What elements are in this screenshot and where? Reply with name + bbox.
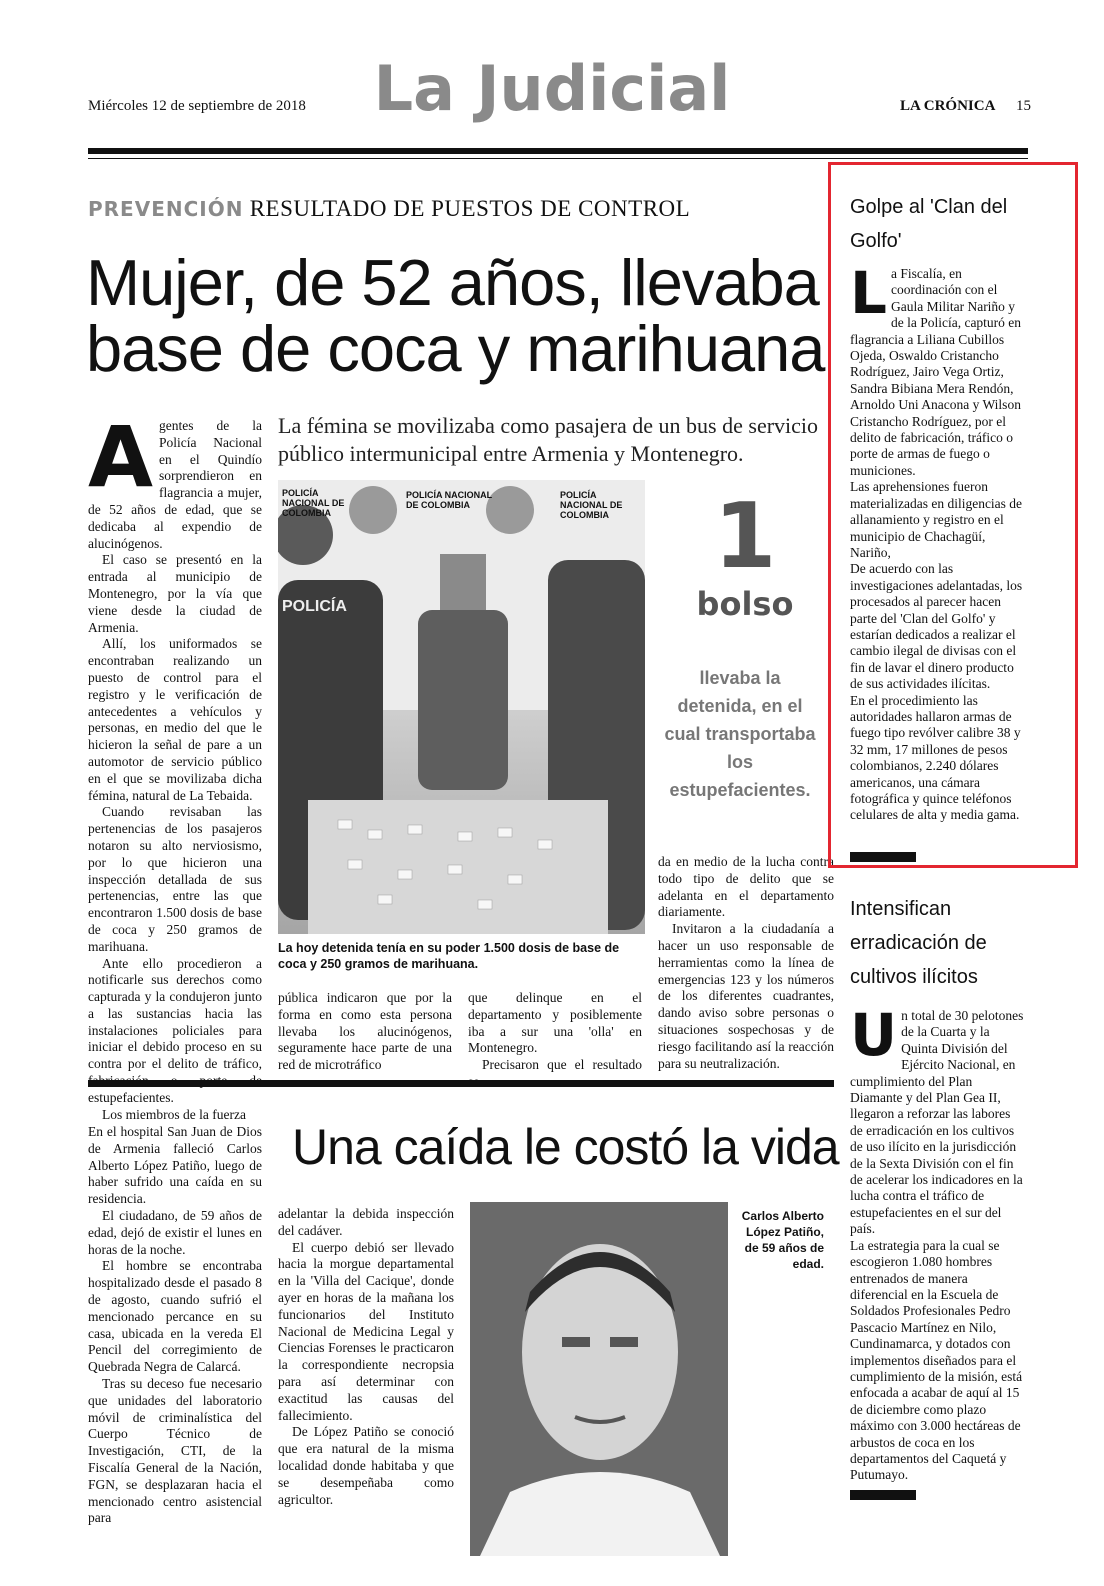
- story-column-3: [468, 990, 642, 1091]
- portrait-caption: Carlos Alberto López Patiño, de 59 años de edad.: [741, 1209, 824, 1271]
- drop-cap: L: [850, 259, 887, 327]
- story-deck: La fémina se movilizaba como pasajera de un bus de servicio público intermunicipal entre Armenia y Montenegro.: [278, 413, 819, 466]
- paragraph: Tras su deceso fue necesario que unidades del laboratorio móvil de criminalística del Cuerpo Técnico de Investigación, CTI, de la Fiscalía General de la Nación, FGN, se desplazaran hacia el mencionado centro asistencial para: [88, 1375, 262, 1526]
- story-column-1: [88, 408, 262, 1123]
- sidebar1-body: [850, 259, 1026, 824]
- sidebar2-title: Intensifican erradicación de cultivos ilícitos: [850, 898, 987, 988]
- story2-column-2: [278, 1206, 454, 1508]
- paragraph: Cuando revisaban las pertenencias de los pasajeros notaron su alto nerviosismo, por lo que hicieron una inspección detallada de sus pertenencias, entre las que encontraron 1.500 dosis de base de coca y 250 gramos de marihuana.: [88, 804, 262, 954]
- paragraph: que delinque en el departamento y posiblemente iba a sur una 'olla' en Montenegro.: [468, 990, 642, 1056]
- paragraph: El hombre se encontraba hospitalizado desde el pasado 8 de agosto, cuando sufrió el mencionado percance en su casa, ubicada en la vereda El Pencil del corregimiento de Quebrada Negra de Calarcá.: [88, 1258, 262, 1375]
- paragraph: a Fiscalía, en coordinación con el Gaula Militar Nariño y de la Policía, capturó en flagrancia a Liliana Cubillos Ojeda, Oswaldo Cristancho Rodríguez, Jairo Vega Ortiz, Sandra Bibiana Mera Rendón, Arnoldo Uni Anacona y Wilson Cristancho Rodríguez, por el delito de fabricación, tráfico o porte de armas de fuego o municiones.: [850, 266, 1022, 478]
- drop-cap: A: [88, 408, 154, 506]
- paragraph: La estrategia para la cual se escogieron 1.080 hombres entrenados de manera diferencial en la Escuela de Soldados Profesionales Pedro Pascacio Martínez en Nilo, Cundinamarca, y dotados con implementos diseñados para el cumplimiento de la misión, está enfocada a acabar de aquí al 15 de diciembre como plazo máximo con 3.000 hectáreas de arbustos de coca en los departamentos del Caquetá y Putumayo.: [850, 1237, 1023, 1483]
- paragraph: Invitaron a la ciudadanía a hacer un uso responsable de herramientas como la línea de emergencias 123 y los números de los diferentes cuadrantes, dando aviso sobre personas o situaciones sospechosas y de riesgo facilitando así la reacción para su neutralización.: [658, 921, 834, 1071]
- paragraph: Precisaron que el resultado: [482, 1057, 642, 1073]
- issue-date: Miércoles 12 de septiembre de 2018: [88, 98, 306, 114]
- story2-headline: Una caída le costó la vida: [292, 1119, 839, 1175]
- paragraph: De López Patiño se conoció que era natural de la misma localidad donde habitaba y que se desempeñaba como agricultor.: [278, 1424, 454, 1507]
- paragraph: n total de 30 pelotones de la Cuarta y la Quinta División del Ejército Nacional, en cumplimiento del Plan Diamante y del Plan Gea II, llegaron a reforzar las labores de erradicación en los cultivos de uso ilícito en la jurisdicción de la Sexta División con el fin de acelerar los indicadores en la lucha contra el tráfico de estupefacientes en el sur del país.: [850, 1008, 1024, 1237]
- story-headline: Mujer, de 52 años, llevaba base de coca y marihuana: [86, 246, 825, 385]
- paragraph: Las aprehensiones fueron materializadas en diligencias de allanamiento y registro en el municipio de Chachagüí, Nariño,: [850, 479, 1023, 560]
- portrait-photo: [470, 1202, 728, 1556]
- photo-vest-text: POLICÍA: [282, 598, 347, 615]
- sidebar2-body: [850, 1001, 1026, 1484]
- stat-number: 1: [713, 484, 777, 589]
- story2-column-1: [88, 1124, 262, 1527]
- paragraph: pública indicaron que por la forma en como esta persona llevaba los alucinógenos, seguramente hace parte de una red de microtráfico: [278, 990, 452, 1073]
- paragraph: En el hospital San Juan de Dios de Armenia falleció Carlos Alberto López Patiño, luego de haber sufrido una caída en su residencia.: [88, 1124, 262, 1207]
- page-number: 15: [1016, 98, 1031, 114]
- paragraph: gentes de la Policía Nacional en el Quindío sorprendieron en flagrancia a mujer, de 52 años de edad, que se dedicaba al expendio de alucinógenos.: [88, 418, 262, 551]
- newspaper-name: LA CRÓNICA: [900, 98, 996, 114]
- end-bar: [850, 1490, 916, 1500]
- photo-banner-text: POLICÍA NACIONAL DE COLOMBIA: [406, 490, 493, 510]
- paragraph: El caso se presentó en la entrada al municipio de Montenegro, por la vía que viene desde la ciudad de Armenia.: [88, 552, 262, 635]
- header-rule: [88, 148, 1028, 154]
- kicker-text: RESULTADO DE PUESTOS DE CONTROL: [249, 196, 691, 221]
- story-column-4: [658, 854, 834, 1072]
- paragraph: En el procedimiento las autoridades hallaron armas de fuego tipo revólver calibre 38 y 32 mm, 17 millones de pesos colombianos, 2.240 dólares americanos, una cámara fotográfica y quince teléfonos celulares de alta y media gama.: [850, 692, 1021, 823]
- paragraph: De acuerdo con las investigaciones adelantadas, los procesados al parecer hacen parte del 'Clan del Golfo' y estarían dedicados a realizar el cambio ilegal de divisas con el fin de lavar el dinero producto de sus actividades ilícitas.: [850, 561, 1023, 692]
- arrest-photo-image: [278, 480, 645, 934]
- paragraph: El cuerpo debió ser llevado hacia la morgue departamental en la 'Villa del Cacique', donde ayer en horas de la mañana los funcionarios del Instituto Nacional de Medicina Legal y Ciencias Forenses le practicaron la correspondiente necropsia para así determinar con exactitud las causas del fallecimiento.: [278, 1239, 454, 1423]
- stat-unit: bolso: [696, 585, 794, 623]
- photo-banner-text: POLICÍA NACIONAL DE COLOMBIA: [282, 488, 345, 518]
- portrait-image: [470, 1202, 728, 1556]
- section-rule: [88, 1080, 834, 1087]
- photo-caption: La hoy detenida tenía en su poder 1.500 dosis de base de coca y 250 gramos de marihuana.: [278, 941, 620, 971]
- section-title: La Judicial: [373, 52, 731, 125]
- paragraph: Los miembros de la fuerza: [102, 1106, 246, 1122]
- paragraph: El ciudadano, de 59 años de edad, dejó de existir el lunes en horas de la noche.: [88, 1207, 262, 1257]
- story-kicker: [88, 196, 690, 222]
- photo-banner-text: POLICÍA NACIONAL DE COLOMBIA: [560, 490, 623, 520]
- drop-cap: U: [850, 1001, 898, 1069]
- paragraph: Ante ello procedieron a notificarle sus derechos como capturada y la condujeron junto a las sustancias hacia las instalaciones policiales para iniciar el debido proceso en su contra por el delito de tráfico, estupefacientes.: [88, 955, 262, 1105]
- stat-text: llevaba la detenida, en el cual transportaba los estupefacientes.: [664, 668, 816, 800]
- arrest-photo: [278, 480, 645, 934]
- end-bar: [850, 852, 916, 862]
- kicker-label: PREVENCIÓN: [88, 197, 244, 221]
- paragraph: adelantar la debida inspección del cadáver.: [278, 1206, 454, 1238]
- sidebar1-title: Golpe al 'Clan del Golfo': [850, 196, 1008, 252]
- story-column-2: [278, 990, 452, 1074]
- paragraph: da en medio de la lucha contra todo tipo de delito que se adelanta en el departamento diariamente.: [658, 854, 834, 920]
- paragraph: Allí, los uniformados se encontraban realizando un puesto de control para el registro y le verificación de antecedentes a vehículos y personas, en medio del que le hicieron la señal de pare a un automotor de servicio público en el que se movilizaba dicha fémina, natural de La Tebaida.: [88, 636, 262, 803]
- header-rule-thin: [88, 158, 1028, 159]
